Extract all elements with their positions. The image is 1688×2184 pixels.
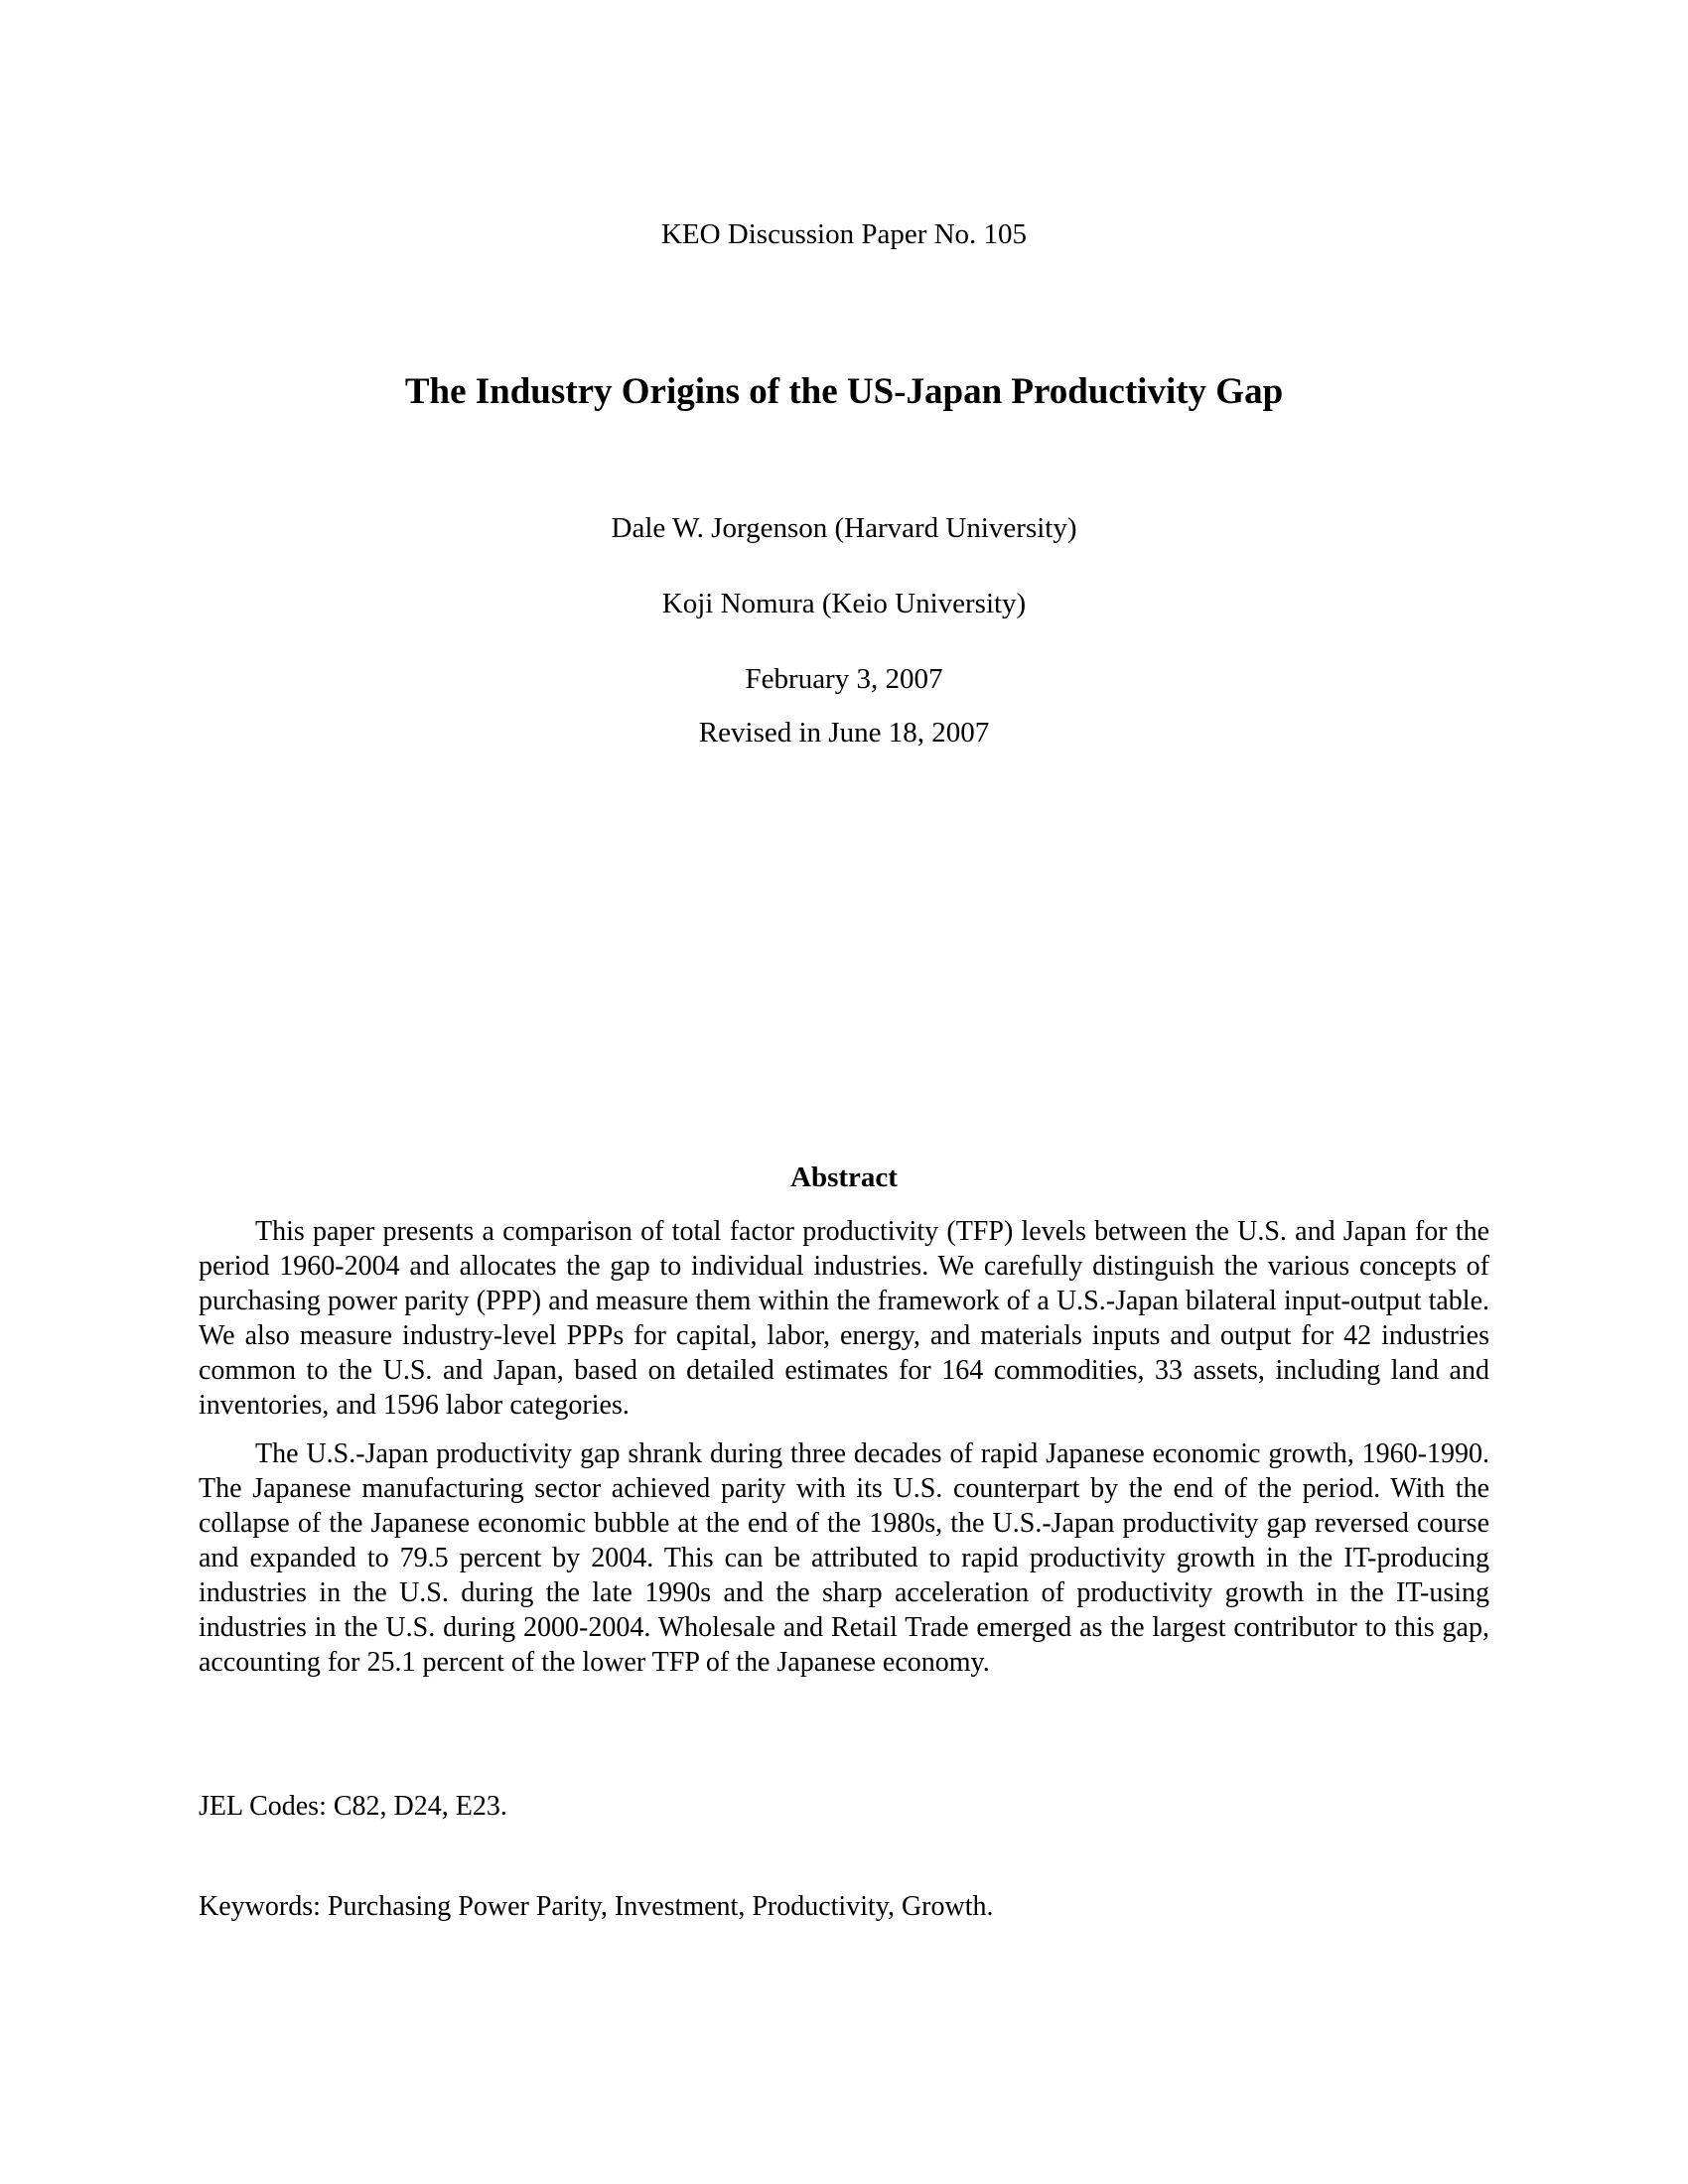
keywords: Keywords: Purchasing Power Parity, Investment, Productivity, Growth. xyxy=(199,1891,994,1922)
abstract-body xyxy=(199,1214,1489,1694)
abstract-paragraph-2: The U.S.-Japan productivity gap shrank during three decades of rapid Japanese economic growth, 1960-1990. The Japanese manufacturing sector achieved parity with its U.S. counterpart by the end of the period. With the collapse of the Japanese economic bubble at the end of the 1980s, the U.S.-Japan productivity gap reversed course and expanded to 79.5 percent by 2004. This can be attributed to rapid productivity growth in the IT-producing industries in the U.S. during the late 1990s and the sharp acceleration of productivity growth in the IT-using industries in the U.S. during 2000-2004. Wholesale and Retail Trade emerged as the largest contributor to this gap, accounting for 25.1 percent of the lower TFP of the Japanese economy. xyxy=(199,1438,1489,1678)
author-1: Dale W. Jorgenson (Harvard University) xyxy=(611,512,1077,544)
paper-date: February 3, 2007 xyxy=(745,663,943,695)
paper-series: KEO Discussion Paper No. 105 xyxy=(660,218,1028,250)
abstract-heading: Abstract xyxy=(790,1161,898,1193)
author-2: Koji Nomura (Keio University) xyxy=(661,588,1027,619)
revised-date: Revised in June 18, 2007 xyxy=(698,717,990,749)
abstract-paragraph-1: This paper presents a comparison of total factor productivity (TFP) levels between the U.S. and Japan for the period 1960-2004 and allocates the gap to individual industries. We carefully distinguish the various concepts of purchasing power parity (PPP) and measure them within the framework of a U.S.-Japan bilateral input-output table. We also measure industry-level PPPs for capital, labor, energy, and materials inputs and output for 42 industries common to the U.S. and Japan, based on detailed estimates for 164 commodities, 33 assets, including land and inventories, and 1596 labor categories. xyxy=(199,1216,1489,1421)
jel-codes: JEL Codes: C82, D24, E23. xyxy=(199,1791,507,1822)
paper-title: The Industry Origins of the US-Japan Productivity Gap xyxy=(404,371,1284,412)
